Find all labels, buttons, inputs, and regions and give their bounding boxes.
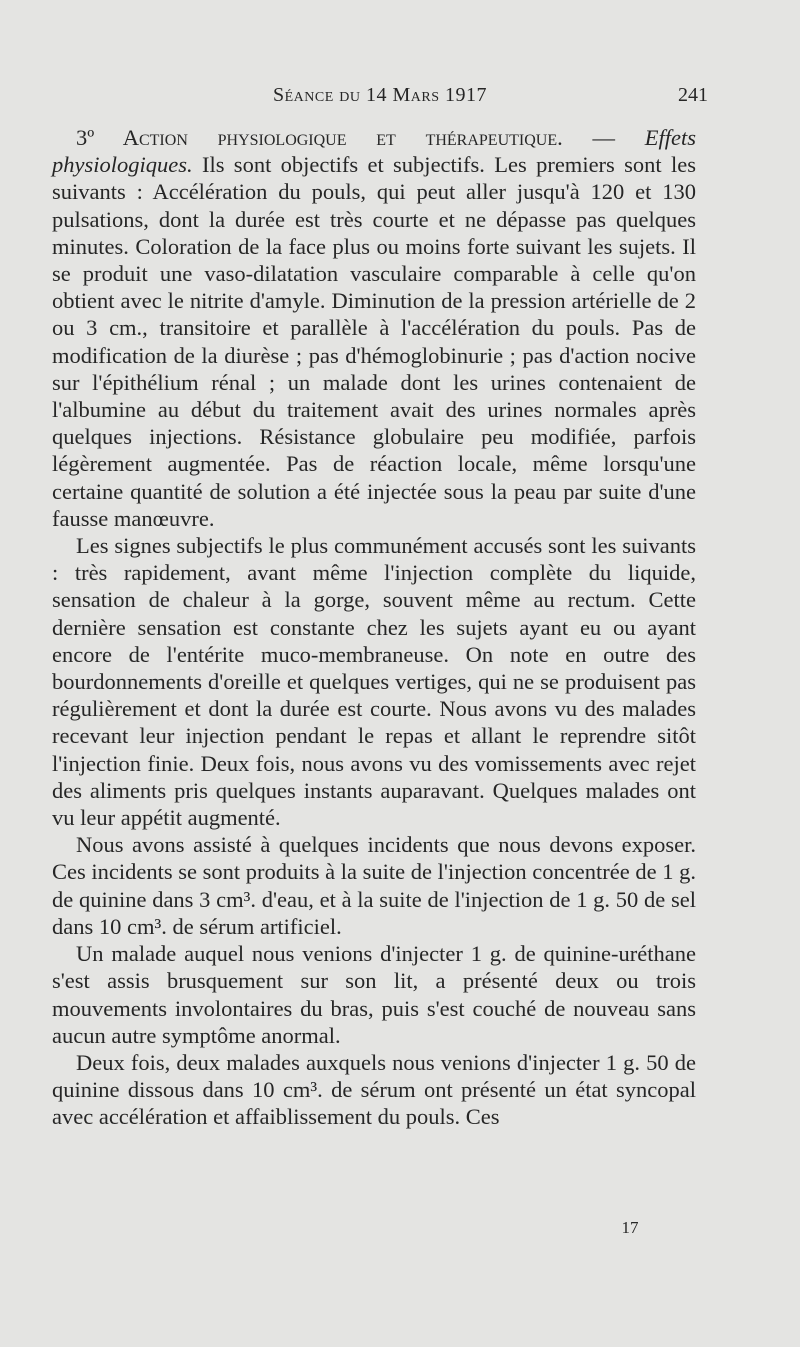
signature-mark: 17 [621, 1218, 639, 1237]
page-number: 241 [678, 84, 708, 106]
paragraph: Nous avons assisté à quelques incidents que nous devons exposer. Ces incidents se sont produits à la suite de l'injection concentrée de 1 g. de quinine dans 3 cm³. d'eau, et à la suite de l'injection de 1 g. 50 de sel dans 10 cm³. de sérum artificiel. [52, 832, 696, 939]
paragraph [52, 124, 696, 532]
page-header [52, 84, 708, 116]
body-text [52, 124, 696, 1131]
paragraph: Un malade auquel nous venions d'injecter 1 g. de quinine-uréthane s'est assis brusquement sur son lit, a présenté deux ou trois mouvements involontaires du bras, puis s'est couché de nouveau sans aucun autre symptôme anormal. [52, 941, 696, 1048]
dash: — [562, 125, 645, 150]
paragraph-text: Ils sont objectifs et subjectifs. Les premiers sont les suivants : Accélération du pouls, qui peut aller jusqu'à 120 et 130 pulsations, dont la durée est très courte et ne dépasse pas quelques minutes. Coloration de la face plus ou moins forte suivant les sujets. Il se produit une vaso-dilatation vasculaire comparable à celle qu'on obtient avec le nitrite d'amyle. Diminution de la pression artérielle de 2 ou 3 cm., transitoire et parallèle à l'accélération du pouls. Pas de modification de la diurèse ; pas d'hémoglobinurie ; pas d'action nocive sur l'épithélium rénal ; un malade dont les urines contenaient de l'albumine au début du traitement avait des urines normales après quelques injections. Résistance globulaire peu modifiée, parfois légèrement augmentée. Pas de réaction locale, même lorsqu'une certaine quantité de solution a été injectée sous la peau par suite d'une fausse manœuvre. [52, 152, 696, 531]
emphasized-heading: Effets physiologiques. [52, 125, 696, 178]
paragraph: Les signes subjectifs le plus communément accusés sont les suivants : très rapidement, avant même l'injection complète du liquide, sensation de chaleur à la gorge, souvent même au rectum. Cette dernière sensation est constante chez les sujets ayant eu ou ayant encore de l'entérite muco-membraneuse. On note en outre des bourdonnements d'oreille et quelques vertiges, qui ne se produisent pas régulièrement et dont la durée est courte. Nous avons vu des malades recevant leur injection pendant le repas et allant le reprendre sitôt l'injection finie. Deux fois, nous avons vu des vomissements avec rejet des aliments pris quelques instants auparavant. Quelques malades ont vu leur appétit augmenté. [52, 533, 696, 831]
section-title: 3º Action physiologique et thérapeutique. [76, 125, 563, 150]
running-head: Séance du 14 Mars 1917 [272, 84, 488, 106]
paragraph: Deux fois, deux malades auxquels nous venions d'injecter 1 g. 50 de quinine dissous dans 10 cm³. de sérum ont présenté un état syncopal avec accélération et affaiblissement du pouls. Ces [52, 1049, 696, 1130]
